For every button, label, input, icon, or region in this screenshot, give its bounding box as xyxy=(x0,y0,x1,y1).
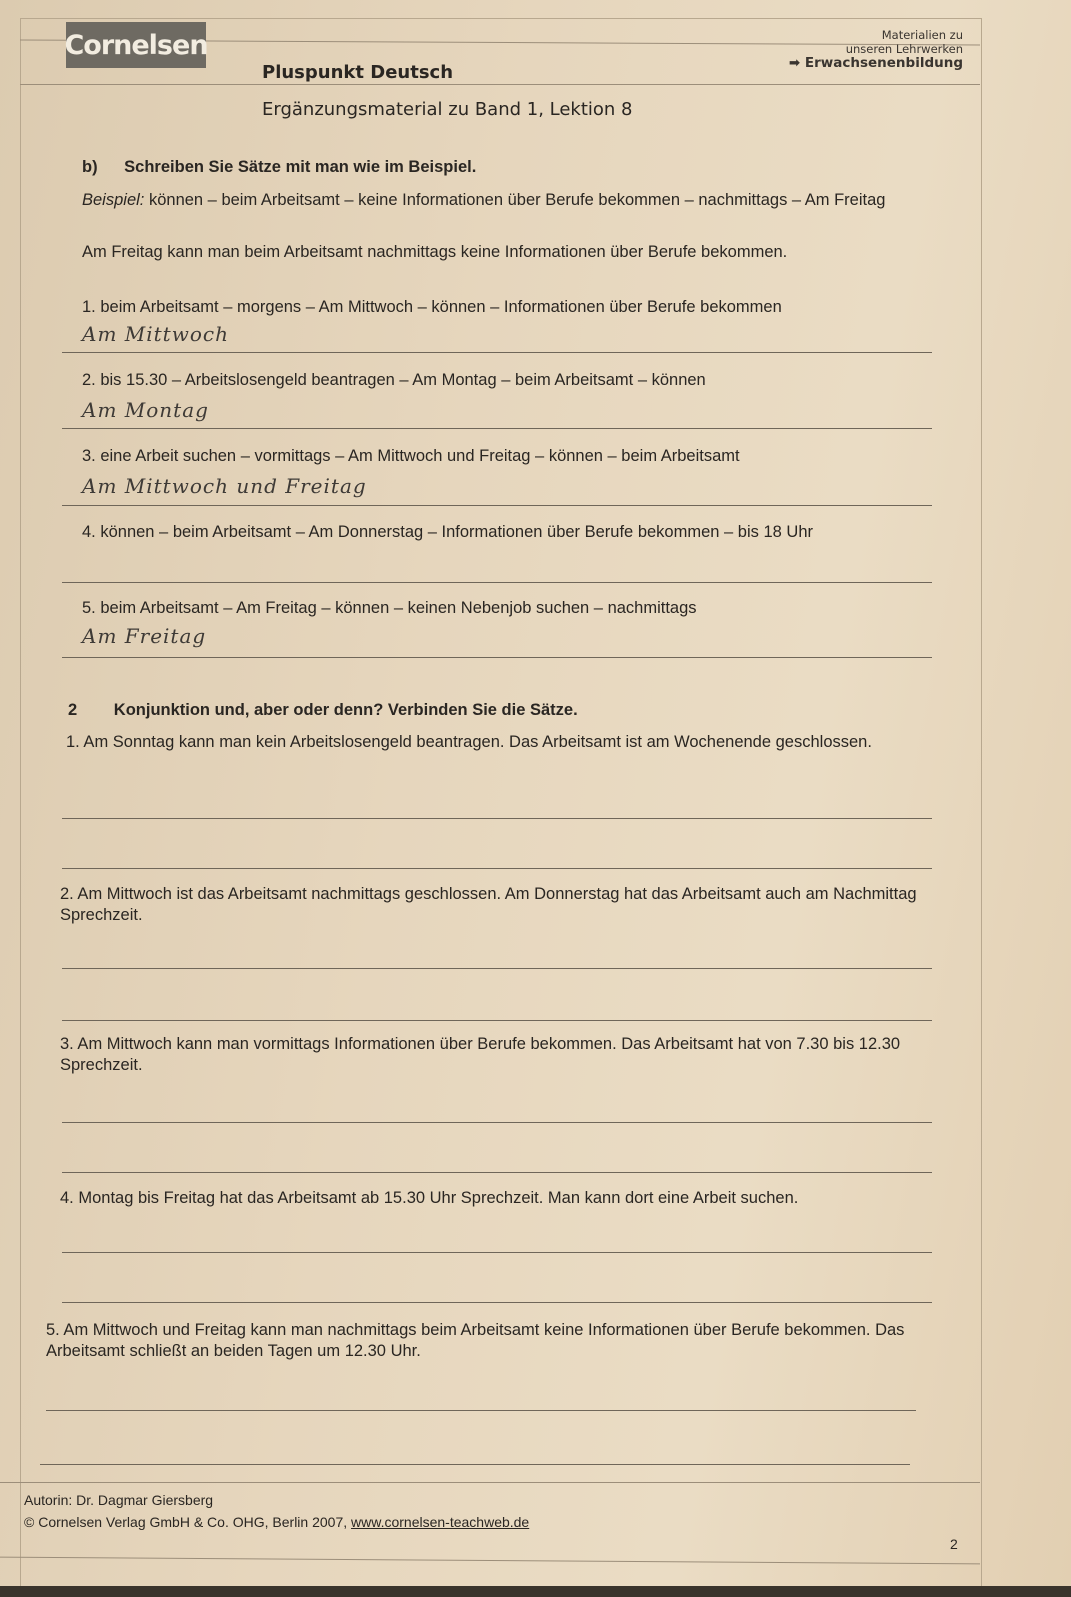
sentence-pair-2: 2. Am Mittwoch ist das Arbeitsamt nachmittags geschlossen. Am Donnerstag hat das Arbeitsamt auch am Nachmittag Sprechzeit. xyxy=(60,885,917,924)
item-2-prompt: 2. bis 15.30 – Arbeitslosengeld beantragen – Am Montag – beim Arbeitsamt – können xyxy=(82,371,706,389)
answer-line-5[interactable] xyxy=(62,657,932,658)
item-5-handwritten-answer[interactable]: Am Freitag xyxy=(82,624,207,648)
item-1-handwritten-answer[interactable]: Am Mittwoch xyxy=(82,322,229,346)
sentence-pair-3: 3. Am Mittwoch kann man vormittags Informationen über Berufe bekommen. Das Arbeitsamt hat von 7.30 bis 12.30 Sprechzeit. xyxy=(60,1035,901,1074)
answer-line-2-2a[interactable] xyxy=(62,968,932,969)
answer-line-4[interactable] xyxy=(62,582,932,583)
exercise-b-heading xyxy=(82,157,476,178)
copyright-text: © Cornelsen Verlag GmbH & Co. OHG, Berlin 2007, xyxy=(24,1514,348,1530)
author: Autorin: Dr. Dagmar Giersberg xyxy=(24,1492,214,1508)
exercise-2-number: 2 xyxy=(68,701,78,719)
exercise-b-label: b) xyxy=(82,158,98,176)
publisher-note-line2: unseren Lehrwerken xyxy=(845,42,963,56)
item-5-prompt: 5. beim Arbeitsamt – Am Freitag – können – keinen Nebenjob suchen – nachmittags xyxy=(82,599,697,617)
answer-line-2-4a[interactable] xyxy=(62,1252,932,1253)
book-title: Pluspunkt Deutsch xyxy=(262,62,454,83)
answer-line-2-1a[interactable] xyxy=(62,818,932,819)
publisher-note-line1: Materialien zu xyxy=(881,28,963,42)
sentence-pair-1: 1. Am Sonntag kann man kein Arbeitslosengeld beantragen. Das Arbeitsamt ist am Wochenende geschlossen. xyxy=(66,733,872,751)
item-3-prompt: 3. eine Arbeit suchen – vormittags – Am Mittwoch und Freitag – können – beim Arbeitsamt xyxy=(82,447,740,465)
item-4-prompt: 4. können – beim Arbeitsamt – Am Donnerstag – Informationen über Berufe bekommen – bis 18 Uhr xyxy=(82,523,813,541)
answer-line-2[interactable] xyxy=(62,428,932,429)
exercise-b-instruction: Schreiben Sie Sätze mit man wie im Beispiel. xyxy=(124,158,477,176)
sentence-pair-4: 4. Montag bis Freitag hat das Arbeitsamt ab 15.30 Uhr Sprechzeit. Man kann dort eine Arbeit suchen. xyxy=(60,1189,799,1207)
item-1-prompt: 1. beim Arbeitsamt – morgens – Am Mittwoch – können – Informationen über Berufe bekommen xyxy=(82,298,782,316)
answer-line-2-4b[interactable] xyxy=(62,1302,932,1303)
answer-line-1[interactable] xyxy=(62,352,932,353)
teachweb-link[interactable]: www.cornelsen-teachweb.de xyxy=(351,1514,530,1530)
answer-line-2-1b[interactable] xyxy=(62,868,932,869)
answer-line-2-2b[interactable] xyxy=(62,1020,932,1021)
answer-line-2-5b[interactable] xyxy=(40,1464,910,1465)
cornelsen-logo: Cornelsen xyxy=(66,22,206,68)
answer-line-3[interactable] xyxy=(62,505,932,506)
example-answer: Am Freitag kann man beim Arbeitsamt nachmittags keine Informationen über Berufe bekommen. xyxy=(82,243,788,261)
answer-line-2-3b[interactable] xyxy=(62,1172,932,1173)
footer-rule xyxy=(0,1482,980,1483)
example xyxy=(82,190,942,211)
page-number: 2 xyxy=(950,1536,958,1552)
item-2-handwritten-answer[interactable]: Am Montag xyxy=(82,398,209,422)
example-prompt: können – beim Arbeitsamt – keine Informationen über Berufe bekommen – nachmittags – Am Freitag xyxy=(148,191,886,209)
material-subtitle: Ergänzungsmaterial zu Band 1, Lektion 8 xyxy=(262,99,633,120)
exercise-2-heading xyxy=(68,700,578,721)
answer-line-2-5a[interactable] xyxy=(46,1410,916,1411)
erwachsenenbildung-link[interactable]: ➡ Erwachsenenbildung xyxy=(788,55,963,71)
copyright xyxy=(24,1512,529,1532)
sentence-pair-5: 5. Am Mittwoch und Freitag kann man nachmittags beim Arbeitsamt keine Informationen über Berufe bekommen. Das Arbeitsamt schließt an beiden Tagen um 12.30 Uhr. xyxy=(46,1321,905,1360)
publisher-note xyxy=(789,28,963,70)
item-3-handwritten-answer[interactable]: Am Mittwoch und Freitag xyxy=(82,474,367,498)
example-label: Beispiel: xyxy=(82,191,145,209)
answer-line-2-3a[interactable] xyxy=(62,1122,932,1123)
background-edge xyxy=(0,1586,1071,1597)
header-rule-lower xyxy=(20,84,980,85)
exercise-2-instruction: Konjunktion und, aber oder denn? Verbinden Sie die Sätze. xyxy=(113,701,578,719)
